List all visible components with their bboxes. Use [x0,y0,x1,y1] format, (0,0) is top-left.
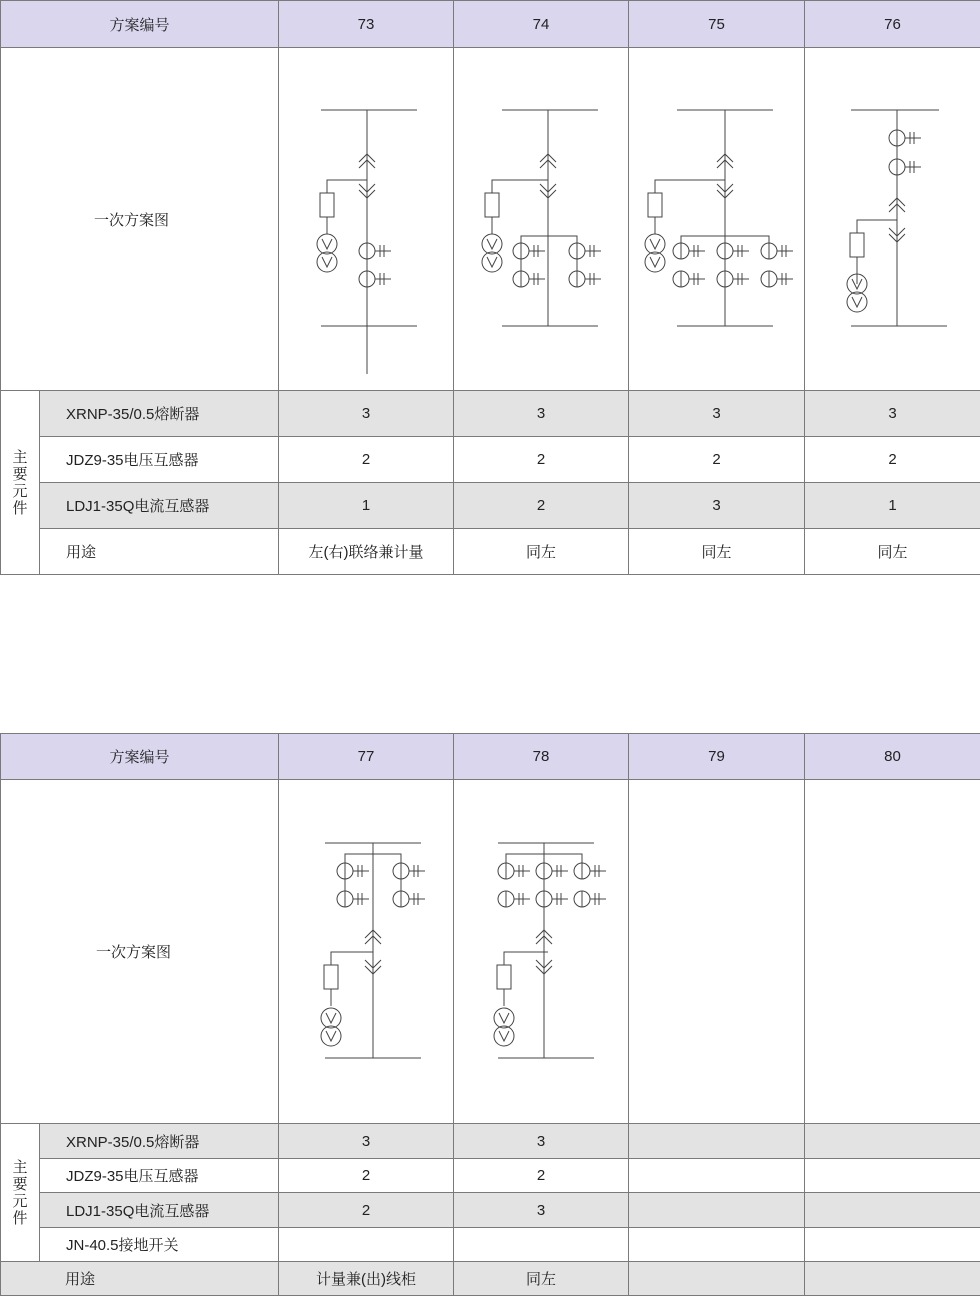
usage-value [629,1262,805,1296]
usage-value: 同左 [454,1262,629,1296]
single-line-diagram [629,48,805,390]
component-qty [805,1124,980,1159]
component-name: JDZ9-35电压互感器 [40,437,279,483]
scheme-number: 76 [805,1,980,48]
component-qty: 3 [629,483,805,529]
header-label: 方案编号 [1,1,279,48]
main-components-label: 主 要 元 件 [1,1124,40,1262]
component-name: JN-40.5接地开关 [40,1228,279,1262]
single-line-diagram [279,48,454,390]
diagram-75 [629,48,805,391]
component-qty: 2 [454,1159,629,1193]
component-qty [454,1228,629,1262]
diagram-label: 一次方案图 [1,48,279,391]
component-qty [629,1124,805,1159]
component-name: XRNP-35/0.5熔断器 [40,391,279,437]
component-qty [279,1228,454,1262]
component-qty: 2 [805,437,980,483]
scheme-number: 79 [629,734,805,780]
diagram-77 [279,780,454,1124]
component-qty: 3 [454,1124,629,1159]
usage-value: 同左 [629,529,805,575]
component-qty: 2 [279,437,454,483]
component-qty: 3 [454,1193,629,1228]
component-qty: 3 [279,1124,454,1159]
usage-label: 用途 [1,1262,279,1296]
scheme-number: 75 [629,1,805,48]
component-qty: 2 [629,437,805,483]
single-line-diagram [279,780,454,1123]
diagram-79 [629,780,805,1124]
single-line-diagram [454,780,629,1123]
diagram-80 [805,780,980,1124]
main-components-label: 主 要 元 件 [1,391,40,575]
usage-value [805,1262,980,1296]
component-qty [805,1159,980,1193]
component-name: LDJ1-35Q电流互感器 [40,1193,279,1228]
scheme-number: 73 [279,1,454,48]
component-qty [629,1228,805,1262]
component-qty: 2 [279,1193,454,1228]
diagram-74 [454,48,629,391]
component-qty [805,1228,980,1262]
scheme-number: 80 [805,734,980,780]
scheme-number: 77 [279,734,454,780]
diagram-78 [454,780,629,1124]
component-qty: 2 [279,1159,454,1193]
component-qty [629,1193,805,1228]
component-qty: 2 [454,437,629,483]
component-qty [805,1193,980,1228]
diagram-73 [279,48,454,391]
usage-value: 同左 [805,529,980,575]
scheme-number: 74 [454,1,629,48]
scheme-number: 78 [454,734,629,780]
component-qty: 3 [454,391,629,437]
single-line-diagram [454,48,629,390]
component-qty: 3 [805,391,980,437]
diagram-76 [805,48,980,391]
component-name: LDJ1-35Q电流互感器 [40,483,279,529]
usage-value: 同左 [454,529,629,575]
header-label: 方案编号 [1,734,279,780]
single-line-diagram [805,48,980,390]
usage-label: 用途 [40,529,279,575]
diagram-label: 一次方案图 [1,780,279,1124]
component-qty: 1 [805,483,980,529]
component-qty: 1 [279,483,454,529]
scheme-table-1 [0,0,980,575]
scheme-table-2 [0,733,980,1296]
component-qty: 3 [279,391,454,437]
component-name: JDZ9-35电压互感器 [40,1159,279,1193]
usage-value: 左(右)联络兼计量 [279,529,454,575]
component-qty [629,1159,805,1193]
component-qty: 3 [629,391,805,437]
usage-value: 计量兼(出)线柜 [279,1262,454,1296]
component-name: XRNP-35/0.5熔断器 [40,1124,279,1159]
component-qty: 2 [454,483,629,529]
